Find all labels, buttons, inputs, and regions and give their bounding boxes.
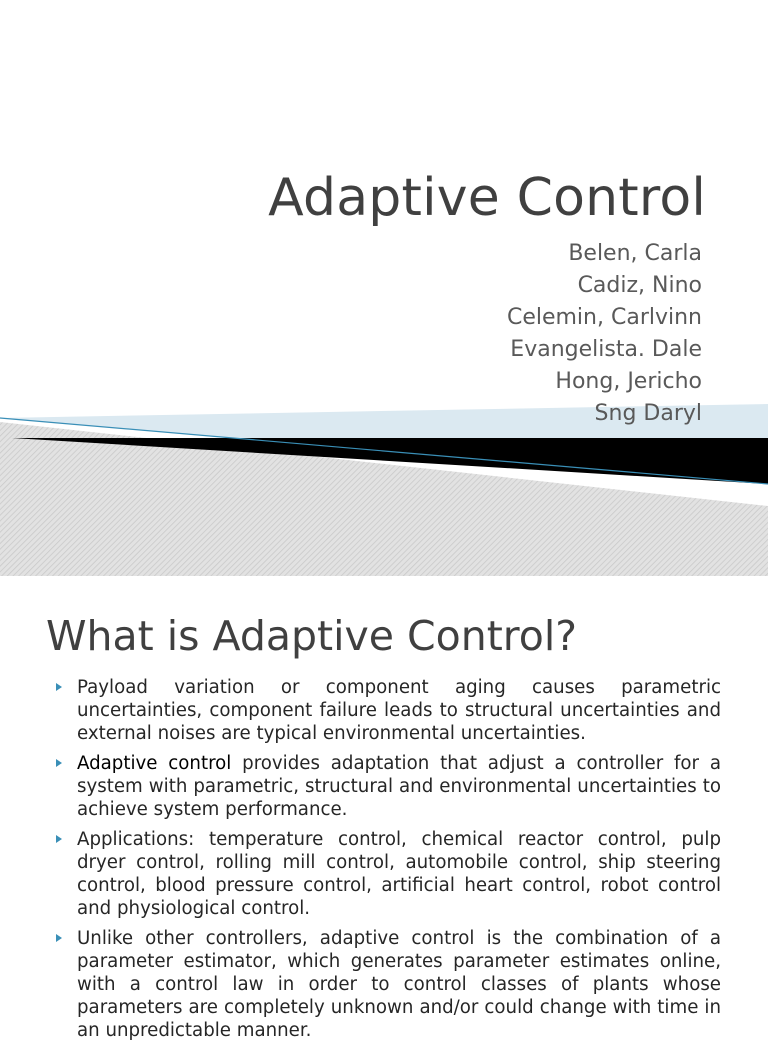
- author-name: Evangelista. Dale: [510, 337, 702, 362]
- author-list: [507, 238, 702, 430]
- author-name: Cadiz, Nino: [577, 273, 702, 298]
- content-slide: [0, 576, 768, 1041]
- bullet-text: Payload variation or component aging causes parametric uncertainties, component failure leads to structural uncertainties and external noises are typical environmental uncertainties.: [77, 677, 721, 744]
- bullet-text: Unlike other controllers, adaptive control is the combination of a parameter estimator, which generates parameter estimates online, with a control law in order to control classes of plants whose parameters are completely unknown and/or could change with time in an unpredictable manner.: [77, 928, 721, 1041]
- bullet-item: [56, 676, 721, 745]
- bullet-item: [56, 927, 721, 1042]
- author-name: Celemin, Carlvinn: [506, 305, 702, 330]
- triangle-right-icon: [56, 683, 62, 691]
- bullet-item: [56, 828, 721, 920]
- bullet-list: [56, 676, 721, 1049]
- bullet-text: Applications: temperature control, chemical reactor control, pulp dryer control, rolling mill control, automobile control, ship steering control, blood pressure control, artificial heart control, robot control and physiological control.: [77, 829, 721, 919]
- slide-title: What is Adaptive Control?: [46, 612, 577, 660]
- author-name: Sng Daryl: [594, 401, 702, 426]
- author-name: Hong, Jericho: [555, 369, 702, 394]
- author-name: Belen, Carla: [568, 241, 702, 266]
- triangle-right-icon: [56, 934, 62, 942]
- bullet-item: [56, 752, 721, 821]
- triangle-right-icon: [56, 759, 62, 767]
- slide-title: Adaptive Control: [268, 168, 706, 228]
- triangle-right-icon: [56, 835, 62, 843]
- bullet-text: provides adaptation that adjust a controller for a system with parametric, structural and environmental uncertainties to achieve system performance.: [77, 753, 721, 820]
- bullet-highlight: Adaptive control: [77, 753, 232, 774]
